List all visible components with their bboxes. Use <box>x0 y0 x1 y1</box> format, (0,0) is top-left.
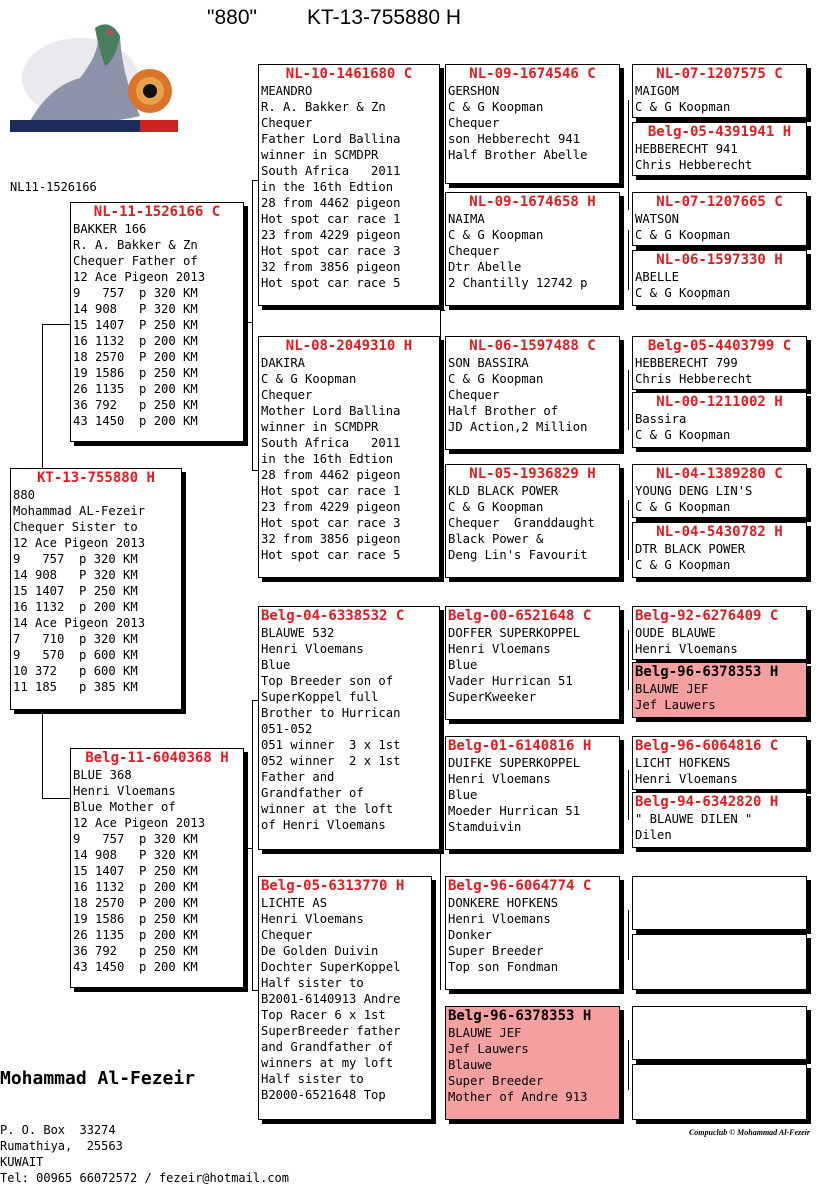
g11-ring: Belg-96-6064816 C <box>635 738 779 754</box>
pigeon-nickname: "880" <box>207 6 257 29</box>
g10-info: BLAUWE JEF Jef Lauwers <box>635 682 716 712</box>
g12-info: " BLAUWE DILEN " Dilen <box>635 812 753 842</box>
dsd-info: DUIFKE SUPERKOPPEL Henri Vloemans Blue Moeder Hurrican 51 Stamduivin <box>448 756 581 834</box>
g8-card[interactable] <box>632 522 807 578</box>
g9-card[interactable] <box>632 606 807 660</box>
dam-card[interactable] <box>70 748 244 988</box>
dss-card[interactable] <box>445 606 620 720</box>
g8-ring: NL-04-5430782 H <box>656 524 783 540</box>
owner-name: Mohammad Al-Fezeir <box>0 1068 196 1089</box>
g5-ring: Belg-05-4403799 C <box>647 338 792 354</box>
sds-ring: NL-06-1597488 C <box>469 338 596 354</box>
subject-ring: KT-13-755880 H <box>36 470 155 486</box>
g2-ring: Belg-05-4391941 H <box>647 124 792 140</box>
sss-ring: NL-09-1674546 C <box>469 66 596 82</box>
dam-ring: Belg-11-6040368 H <box>85 750 229 766</box>
ddd-ring: Belg-96-6378353 H <box>448 1008 592 1024</box>
g1-info: MAIGOM C & G Koopman <box>635 84 731 114</box>
ddd-card[interactable] <box>445 1006 620 1120</box>
sire-dam-card[interactable] <box>258 336 440 578</box>
g6-info: Bassira C & G Koopman <box>635 412 731 442</box>
dam-dam-ring: Belg-05-6313770 H <box>261 878 405 894</box>
pigeon-logo <box>10 16 178 134</box>
g13-card-empty[interactable] <box>632 876 807 930</box>
dss-info: DOFFER SUPERKOPPEL Henri Vloemans Blue Vader Hurrican 51 SuperKweeker <box>448 626 581 704</box>
dam-sire-info: BLAUWE 532 Henri Vloemans Blue Top Breeder son of SuperKoppel full Brother to Hurrican 051-052 051 winner 3 x 1st 052 winner 2 x 1st Father and Grandfather of winner at the loft of Henri Vloemans <box>261 626 401 832</box>
dam-dam-info: LICHTE AS Henri Vloemans Chequer De Golden Duivin Dochter SuperKoppel Half sister to B2001-6140913 Andre Top Racer 6 x 1st SuperBreeder father and Grandfather of winners at my loft Half sister to B2000-6521648 Top <box>261 896 401 1102</box>
sire-ring: NL-11-1526166 C <box>93 204 221 220</box>
g3-ring: NL-07-1207665 C <box>656 194 783 210</box>
dsd-card[interactable] <box>445 736 620 850</box>
g4-info: ABELLE C & G Koopman <box>635 270 731 300</box>
sdd-ring: NL-05-1936829 H <box>469 466 596 482</box>
g15-card-empty[interactable] <box>632 1006 807 1060</box>
g11-card[interactable] <box>632 736 807 790</box>
g7-card[interactable] <box>632 464 807 518</box>
sire-dam-info: DAKIRA C & G Koopman Chequer Mother Lord Ballina winner in SCMDPR South Africa 2011 in the 16th Edtion 28 from 4462 pigeon Hot spot car race 1 23 from 4229 pigeon Hot spot car race 3 32 from 3856 pigeon Hot spot car race 5 <box>261 356 401 562</box>
g4-ring: NL-06-1597330 H <box>656 252 783 268</box>
g10-card[interactable] <box>632 662 807 718</box>
dam-sire-card[interactable] <box>258 606 440 850</box>
subject-info: 880 Mohammad AL-Fezeir Chequer Sister to 12 Ace Pigeon 2013 9 757 p 320 KM 14 908 P 320 KM 15 1407 P 250 KM 16 1132 p 200 KM 14 Ace Pigeon 2013 7 710 p 320 KM 9 570 p 600 KM 10 372 p 600 KM 11 185 p 385 KM <box>13 488 146 694</box>
sss-info: GERSHON C & G Koopman Chequer son Hebberecht 941 Half Brother Abelle <box>448 84 588 162</box>
dds-card[interactable] <box>445 876 620 990</box>
sire-sire-info: MEANDRO R. A. Bakker & Zn Chequer Father Lord Ballina winner in SCMDPR South Africa 2011 in the 16th Edtion 28 from 4462 pigeon Hot spot car race 1 23 from 4229 pigeon Hot spot car race 3 32 from 3856 pigeon Hot spot car race 5 <box>261 84 401 290</box>
g2-info: HEBBERECHT 941 Chris Hebberecht <box>635 142 753 172</box>
g3-card[interactable] <box>632 192 807 246</box>
g11-info: LICHT HOFKENS Henri Vloemans <box>635 756 738 786</box>
sss-card[interactable] <box>445 64 620 184</box>
g6-card[interactable] <box>632 392 807 448</box>
sire-sire-ring: NL-10-1461680 C <box>285 66 413 82</box>
pigeon-ring-title: KT-13-755880 H <box>307 6 462 29</box>
g1-card[interactable] <box>632 64 807 118</box>
dsd-ring: Belg-01-6140816 H <box>448 738 592 754</box>
subject-card[interactable] <box>10 468 182 710</box>
sdd-info: KLD BLACK POWER C & G Koopman Chequer Granddaught Black Power & Deng Lin's Favourit <box>448 484 595 562</box>
g7-info: YOUNG DENG LIN'S C & G Koopman <box>635 484 753 514</box>
g12-card[interactable] <box>632 792 807 848</box>
g2-card[interactable] <box>632 122 807 176</box>
g14-card-empty[interactable] <box>632 934 807 990</box>
sds-card[interactable] <box>445 336 620 450</box>
pedigree-id: NL11-1526166 <box>10 180 97 194</box>
dam-info: BLUE 368 Henri Vloemans Blue Mother of 12 Ace Pigeon 2013 9 757 p 320 KM 14 908 P 320 KM 15 1407 P 250 KM 16 1132 p 200 KM 18 2570 P 200 KM 19 1586 p 250 KM 26 1135 p 200 KM 36 792 p 250 KM 43 1450 p 200 KM <box>73 768 206 974</box>
sire-info: BAKKER 166 R. A. Bakker & Zn Chequer Father of 12 Ace Pigeon 2013 9 757 p 320 KM 14 908 P 320 KM 15 1407 P 250 KM 16 1132 p 200 KM 18 2570 P 200 KM 19 1586 p 250 KM 26 1135 p 200 KM 36 792 p 250 KM 43 1450 p 200 KM <box>73 222 206 428</box>
g10-ring: Belg-96-6378353 H <box>635 664 779 680</box>
g8-info: DTR BLACK POWER C & G Koopman <box>635 542 746 572</box>
sire-dam-ring: NL-08-2049310 H <box>285 338 413 354</box>
g16-card-empty[interactable] <box>632 1064 807 1120</box>
ssd-ring: NL-09-1674658 H <box>469 194 596 210</box>
owner-address: P. O. Box 33274 Rumathiya, 25563 KUWAIT Tel: 00965 66072572 / fezeir@hotmail.com <box>0 1123 289 1185</box>
copyright: Compuclub © Mohammad Al-Fezeir <box>688 1128 810 1137</box>
g3-info: WATSON C & G Koopman <box>635 212 731 242</box>
sire-sire-card[interactable] <box>258 64 440 306</box>
g4-card[interactable] <box>632 250 807 306</box>
g6-ring: NL-00-1211002 H <box>656 394 783 410</box>
g9-ring: Belg-92-6276409 C <box>635 608 779 624</box>
g1-ring: NL-07-1207575 C <box>656 66 783 82</box>
sire-card[interactable] <box>70 202 244 442</box>
sds-info: SON BASSIRA C & G Koopman Chequer Half Brother of JD Action,2 Million <box>448 356 588 434</box>
g5-info: HEBBERECHT 799 Chris Hebberecht <box>635 356 753 386</box>
g7-ring: NL-04-1389280 C <box>656 466 783 482</box>
g5-card[interactable] <box>632 336 807 390</box>
owner-block <box>0 1036 289 1202</box>
g12-ring: Belg-94-6342820 H <box>635 794 779 810</box>
ssd-info: NAIMA C & G Koopman Chequer Dtr Abelle 2 Chantilly 12742 p <box>448 212 588 290</box>
sdd-card[interactable] <box>445 464 620 578</box>
ssd-card[interactable] <box>445 192 620 306</box>
dds-ring: Belg-96-6064774 C <box>448 878 592 894</box>
g9-info: OUDE BLAUWE Henri Vloemans <box>635 626 738 656</box>
dds-info: DONKERE HOFKENS Henri Vloemans Donker Super Breeder Top son Fondman <box>448 896 559 974</box>
dam-sire-ring: Belg-04-6338532 C <box>261 608 405 624</box>
ddd-info: BLAUWE JEF Jef Lauwers Blauwe Super Breeder Mother of Andre 913 <box>448 1026 588 1104</box>
dss-ring: Belg-00-6521648 C <box>448 608 592 624</box>
